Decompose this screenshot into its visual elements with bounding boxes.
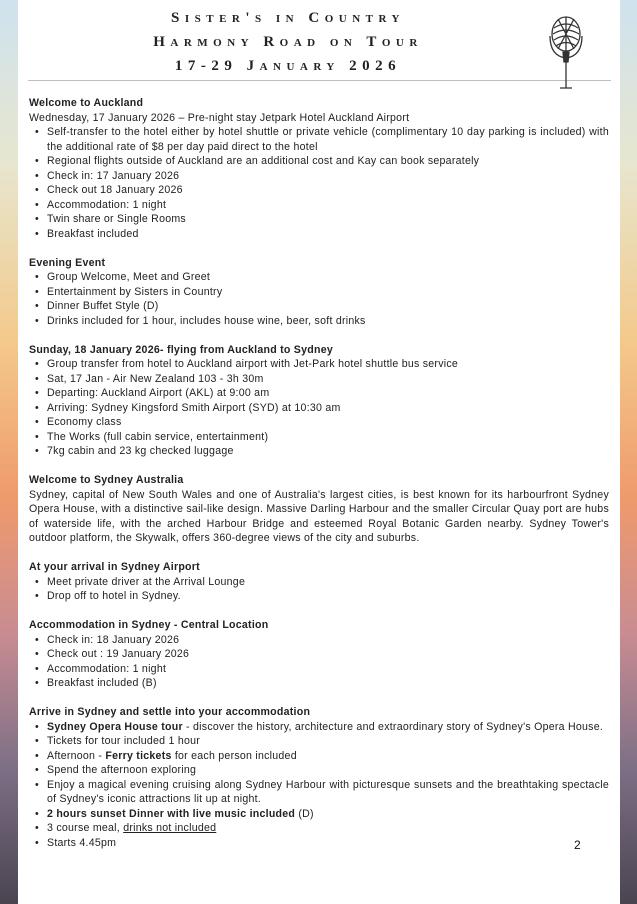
list-item: • Regional flights outside of Auckland are an additional cost and Kay can book separately xyxy=(47,154,609,169)
list-settle xyxy=(29,720,609,851)
dinner-suffix: (D) xyxy=(295,807,314,820)
list-item: • Check out : 19 January 2026 xyxy=(47,647,609,662)
opera-tour-desc: - discover the history, architecture and extraordinary story of Sydney's Opera House. xyxy=(182,720,604,733)
list-item xyxy=(47,821,609,836)
list-accommodation xyxy=(29,633,609,691)
list-item: • Enjoy a magical evening cruising along Sydney Harbour with picturesque sunsets and the breathtaking spectacle of Sydney's iconic attractions lit up at night. xyxy=(47,778,609,807)
header-title: Sister's in Country xyxy=(171,10,405,26)
list-item: • Sat, 17 Jan - Air New Zealand 103 - 3h 30m xyxy=(47,372,609,387)
list-arrival xyxy=(29,575,609,604)
page-number: 2 xyxy=(574,838,581,852)
section-title-welcome-auckland: Welcome to Auckland xyxy=(29,97,144,109)
afternoon-prefix: Afternoon - xyxy=(47,749,106,762)
list-item: • Check in: 18 January 2026 xyxy=(47,633,609,648)
list-item: • Economy class xyxy=(47,415,609,430)
page-header xyxy=(28,0,611,81)
section-title-arrival: At your arrival in Sydney Airport xyxy=(29,561,200,573)
list-item: • Breakfast included xyxy=(47,227,609,242)
section-title-settle: Arrive in Sydney and settle into your accommodation xyxy=(29,706,311,718)
sydney-description: Sydney, capital of New South Wales and one of Australia's largest cities, is best known for its harbourfront Sydney Opera House, with a distinctive sail-like design. Massive Darling Harbour and the smaller Circular Quay port are hubs of waterside life, with the arched Harbour Bridge and esteemed Royal Botanic Garden nearby. Sydney Tower's outdoor platform, the Skywalk, offers 360-degree views of the city and suburbs. xyxy=(29,488,609,544)
section-title-welcome-sydney: Welcome to Sydney Australia xyxy=(29,474,184,486)
list-item: • Accommodation: 1 night xyxy=(47,662,609,677)
list-item: • Drinks included for 1 hour, includes house wine, beer, soft drinks xyxy=(47,314,609,329)
list-item: • Check in: 17 January 2026 xyxy=(47,169,609,184)
dinner-label: 2 hours sunset Dinner with live music included xyxy=(47,807,296,820)
meal-prefix: 3 course meal, xyxy=(47,822,124,834)
list-item: • Tickets for tour included 1 hour xyxy=(47,734,609,749)
list-item: • Departing: Auckland Airport (AKL) at 9:00 am xyxy=(47,386,609,401)
list-item: • Spend the afternoon exploring xyxy=(47,763,609,778)
list-item xyxy=(47,807,609,822)
list-item: • 7kg cabin and 23 kg checked luggage xyxy=(47,444,609,459)
list-item: • Arriving: Sydney Kingsford Smith Airport (SYD) at 10:30 am xyxy=(47,401,609,416)
list-item xyxy=(47,720,609,735)
list-item xyxy=(47,749,609,764)
vintage-microphone-icon xyxy=(544,14,590,92)
document-page xyxy=(18,0,620,904)
list-item: • Dinner Buffet Style (D) xyxy=(47,299,609,314)
section-subtitle-welcome-auckland: Wednesday, 17 January 2026 – Pre-night stay Jetpark Hotel Auckland Airport xyxy=(29,111,410,124)
afternoon-suffix: for each person included xyxy=(171,749,297,762)
background-right-strip xyxy=(620,0,637,904)
list-item: • Group Welcome, Meet and Greet xyxy=(47,270,609,285)
list-item: • Self-transfer to the hotel either by hotel shuttle or private vehicle (complimentary 10 day parking is included) with the additional rate of $8 per day paid direct to the hotel xyxy=(47,125,609,154)
list-welcome-auckland xyxy=(29,125,609,241)
drinks-not-included-note: drinks not included xyxy=(123,822,217,834)
list-item: • The Works (full cabin service, entertainment) xyxy=(47,430,609,445)
list-item: • Entertainment by Sisters in Country xyxy=(47,285,609,300)
list-item: • Twin share or Single Rooms xyxy=(47,212,609,227)
header-subtitle: Harmony Road on Tour xyxy=(153,34,423,50)
list-item: • Group transfer from hotel to Auckland airport with Jet-Park hotel shuttle bus service xyxy=(47,357,609,372)
list-item: • Drop off to hotel in Sydney. xyxy=(47,589,609,604)
ferry-tickets-label: Ferry tickets xyxy=(105,749,172,762)
list-evening-event xyxy=(29,270,609,328)
list-flight xyxy=(29,357,609,459)
list-item: • Accommodation: 1 night xyxy=(47,198,609,213)
itinerary-content xyxy=(29,96,609,850)
section-title-accommodation: Accommodation in Sydney - Central Location xyxy=(29,619,269,631)
background-left-strip xyxy=(0,0,18,904)
section-title-evening-event: Evening Event xyxy=(29,256,106,269)
header-dates: 17-29 January 2026 xyxy=(174,58,402,74)
list-item: • Meet private driver at the Arrival Lounge xyxy=(47,575,609,590)
list-item: • Check out 18 January 2026 xyxy=(47,183,609,198)
opera-tour-label: Sydney Opera House tour xyxy=(47,720,183,733)
list-item: • Starts 4.45pm xyxy=(47,836,609,851)
section-title-flight: Sunday, 18 January 2026- flying from Auckland to Sydney xyxy=(29,343,333,356)
list-item: • Breakfast included (B) xyxy=(47,676,609,691)
